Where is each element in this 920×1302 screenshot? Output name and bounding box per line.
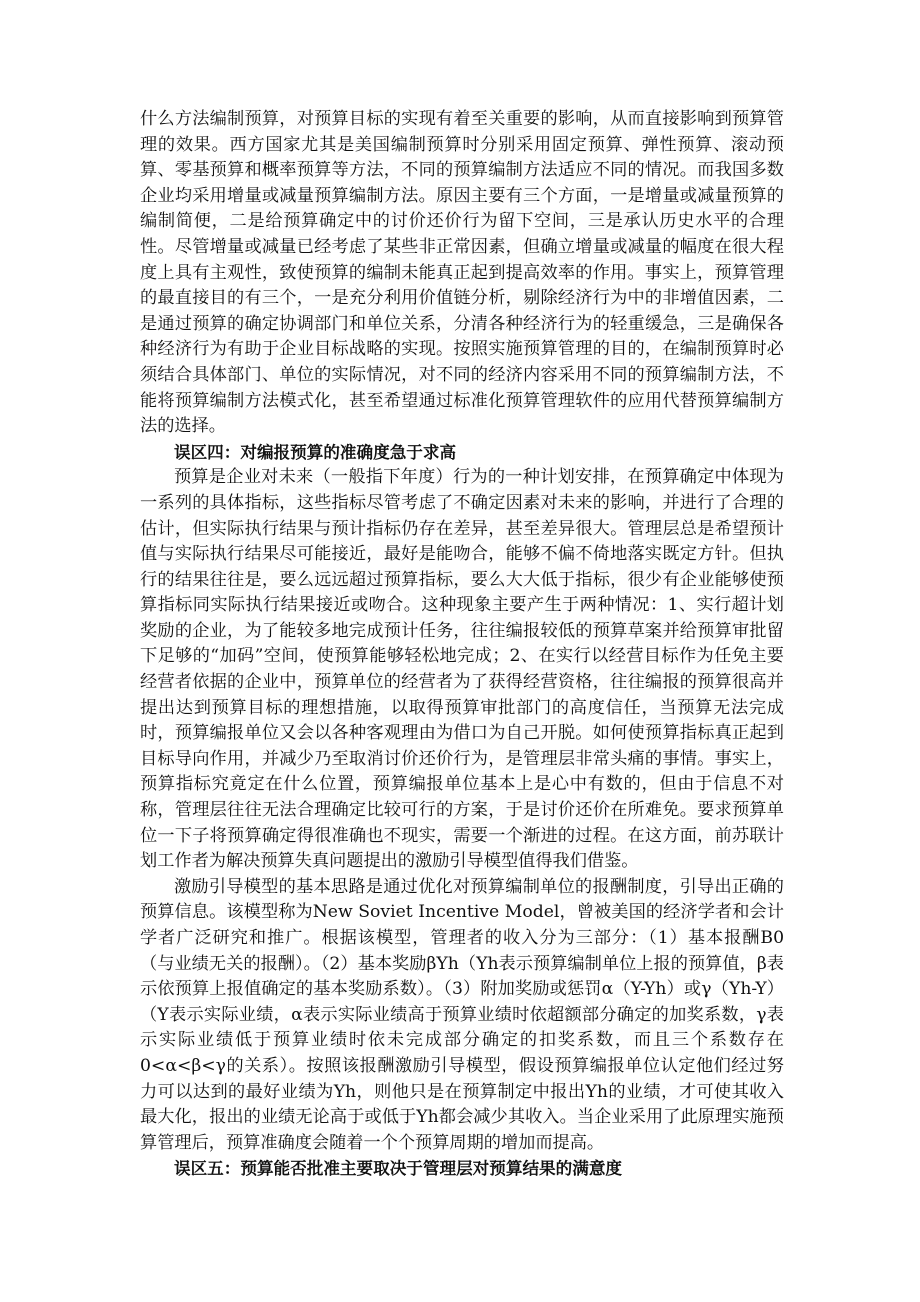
heading-misconception-five: 误区五：预算能否批准主要取决于管理层对预算结果的满意度 xyxy=(174,1159,623,1179)
paragraph-budget-accuracy: 预算是企业对未来（一般指下年度）行为的一种计划安排，在预算确定中体现为一系列的具体指标，这些指标尽管考虑了不确定因素对未来的影响，并进行了合理的估计，但实际执行结果与预计指标仍存在差异，甚至差异很大。管理层总是希望预计值与实际执行结果尽可能接近，最好是能吻合，能够不偏不倚地落实既定方针。但执行的结果往往是，要么远远超过预算指标，要么大大低于指标，很少有企业能够使预算指标同实际执行结果接近或吻合。这种现象主要产生于两种情况：1、实行超计划奖励的企业，为了能较多地完成预计任务，往往编报较低的预算草案并给预算审批留下足够的“加码”空间，使预算能够轻松地完成；2、在实行以经营目标作为任免主要经营者依据的企业中，预算单位的经营者为了获得经营资格，往往编报的预算很高并提出达到预算目标的理想措施，以取得预算审批部门的高度信任，当预算无法完成时，预算编报单位又会以各种客观理由为借口为自己开脱。如何使预算指标真正起到目标导向作用，并减少乃至取消讨价还价行为，是管理层非常头痛的事情。事实上，预算指标究竟定在什么位置，预算编报单位基本上是心中有数的，但由于信息不对称，管理层往往无法合理确定比较可行的方案，于是讨价还价在所难免。要求预算单位一下子将预算确定得很准确也不现实，需要一个渐进的过程。在这方面，前苏联计划工作者为解决预算失真问题提出的激励引导模型值得我们借鉴。 xyxy=(140,467,784,872)
paragraph-incentive-model: 激励引导模型的基本思路是通过优化对预算编制单位的报酬制度，引导出正确的预算信息。该模型称为New Soviet Incentive Model，曾被美国的经济学者和会计学者广泛研究和推广。根据该模型，管理者的收入分为三部分：（1）基本报酬B0（与业绩无关的报酬）。（2）基本奖励βYh（Yh表示预算编制单位上报的预算值，β表示依预算上报值确定的基本奖励系数）。（3）附加奖励或惩罚α（Y-Yh）或γ（Yh-Y）（Y表示实际业绩，α表示实际业绩高于预算业绩时依超额部分确定的加奖系数，γ表示实际业绩低于预算业绩时依未完成部分确定的扣奖系数，而且三个系数存在0<α<β<γ的关系）。按照该报酬激励引导模型，假设预算编报单位认定他们经过努力可以达到的最好业绩为Yh，则他只是在预算制定中报出Yh的业绩，才可使其收入最大化，报出的业绩无论高于或低于Yh都会减少其收入。当企业采用了此原理实施预算管理后，预算准确度会随着一个个预算周期的增加而提高。 xyxy=(140,876,784,1153)
document-page xyxy=(140,107,784,1182)
paragraph-budget-methods: 什么方法编制预算，对预算目标的实现有着至关重要的影响，从而直接影响到预算管理的效果。西方国家尤其是美国编制预算时分别采用固定预算、弹性预算、滚动预算、零基预算和概率预算等方法，不同的预算编制方法适应不同的情况。而我国多数企业均采用增量或减量预算编制方法。原因主要有三个方面，一是增量或减量预算的编制简便，二是给预算确定中的讨价还价行为留下空间，三是承认历史水平的合理性。尽管增量或减量已经考虑了某些非正常因素，但确立增量或减量的幅度在很大程度上具有主观性，致使预算的编制未能真正起到提高效率的作用。事实上，预算管理的最直接目的有三个，一是充分利用价值链分析，剔除经济行为中的非增值因素，二是通过预算的确定协调部门和单位关系，分清各种经济行为的轻重缓急，三是确保各种经济行为有助于企业目标战略的实现。按照实施预算管理的目的，在编制预算时必须结合具体部门、单位的实际情况，对不同的经济内容采用不同的预算编制方法，不能将预算编制方法模式化，甚至希望通过标准化预算管理软件的应用代替预算编制方法的选择。 xyxy=(140,109,784,437)
heading-misconception-four: 误区四：对编报预算的准确度急于求高 xyxy=(174,442,457,462)
